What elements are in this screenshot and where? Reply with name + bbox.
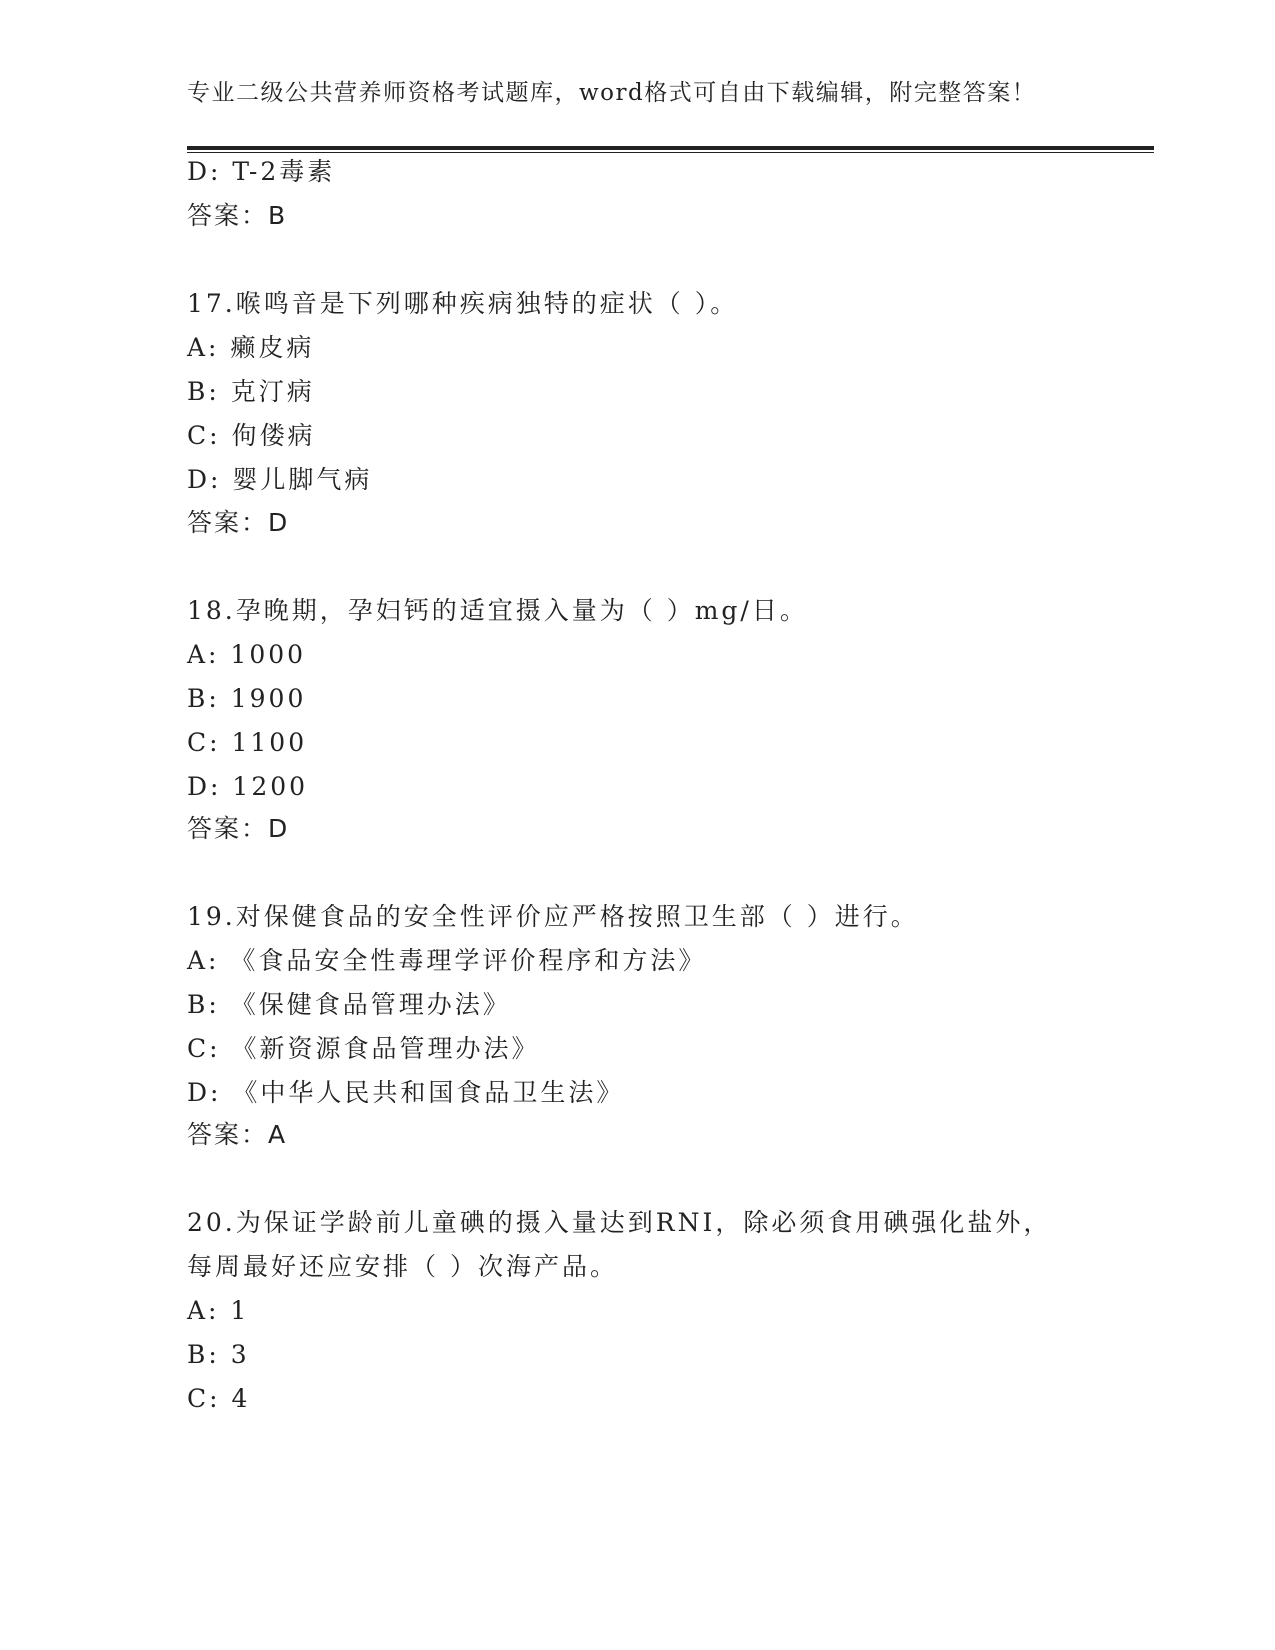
- q18-option-d: D: 1200: [187, 772, 309, 801]
- q19-option-d: D: 《中华人民共和国食品卫生法》: [187, 1078, 625, 1107]
- q19-option-c: C: 《新资源食品管理办法》: [187, 1034, 540, 1063]
- q17-option-b: B: 克汀病: [187, 377, 315, 406]
- q17-answer: 答案：D: [187, 508, 290, 537]
- q20-option-a: A: 1: [187, 1296, 250, 1325]
- header-rule-thin: [187, 152, 1154, 153]
- q18-option-b: B: 1900: [187, 684, 307, 713]
- q18-answer: 答案：D: [187, 814, 290, 843]
- q20-stem-line1: 20.为保证学龄前儿童碘的摄入量达到RNI，除必须食用碘强化盐外，: [187, 1208, 1052, 1237]
- q20-option-c: C: 4: [187, 1384, 251, 1413]
- q17-option-c: C: 佝偻病: [187, 421, 316, 450]
- q18-option-a: A: 1000: [187, 640, 307, 669]
- q18-option-c: C: 1100: [187, 728, 308, 757]
- q17-option-a: A: 癞皮病: [187, 333, 315, 362]
- q20-option-b: B: 3: [187, 1340, 250, 1369]
- q17-option-d: D: 婴儿脚气病: [187, 465, 373, 494]
- q16-answer: 答案：B: [187, 201, 288, 230]
- page-header-text: 专业二级公共营养师资格考试题库，word格式可自由下载编辑，附完整答案！: [187, 80, 1037, 106]
- q18-stem: 18.孕晚期，孕妇钙的适宜摄入量为（ ）mg/日。: [187, 596, 808, 625]
- q20-stem-line2: 每周最好还应安排（ ）次海产品。: [187, 1252, 618, 1281]
- q19-answer: 答案：A: [187, 1120, 288, 1149]
- q19-option-b: B: 《保健食品管理办法》: [187, 990, 511, 1019]
- q19-option-a: A: 《食品安全性毒理学评价程序和方法》: [187, 946, 707, 975]
- q16-option-d: D: T-2毒素: [187, 157, 336, 186]
- q17-stem: 17.喉鸣音是下列哪种疾病独特的症状（ ）。: [187, 289, 739, 318]
- header-rule-thick: [187, 146, 1154, 150]
- q19-stem: 19.对保健食品的安全性评价应严格按照卫生部（ ）进行。: [187, 902, 919, 931]
